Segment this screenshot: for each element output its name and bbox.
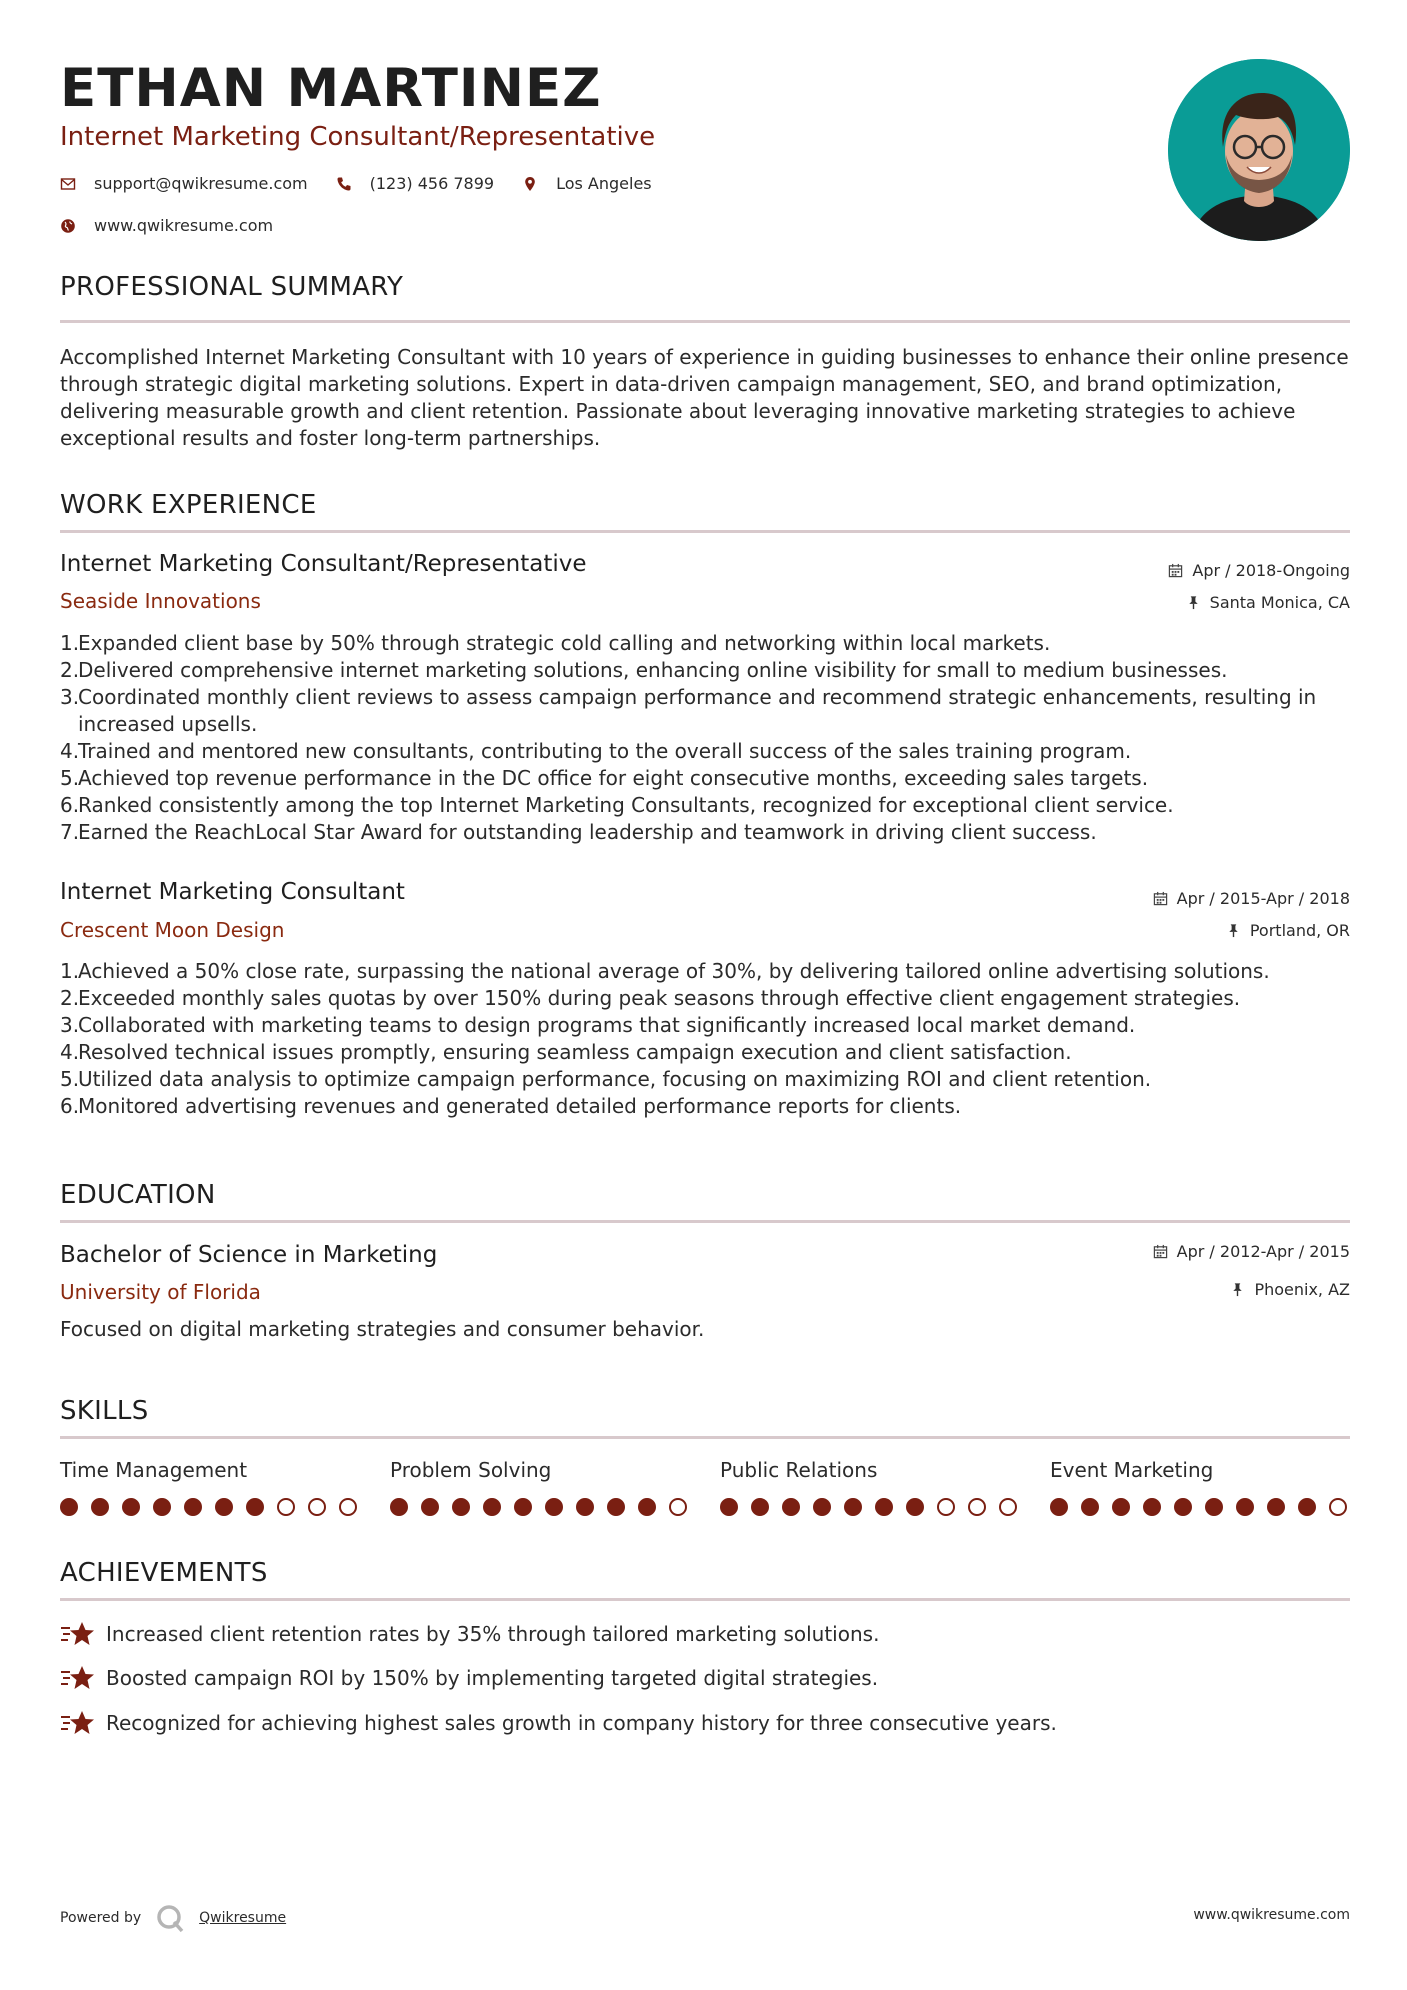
job-1-company: Seaside Innovations xyxy=(60,589,261,613)
job-1-location xyxy=(1186,593,1350,612)
list-item: 5. Utilized data analysis to optimize campaign performance, focusing on maximizing ROI and client retention. xyxy=(60,1066,1355,1093)
rating-dot-filled xyxy=(215,1498,233,1516)
rating-dot-filled xyxy=(1267,1498,1285,1516)
rating-dot-filled xyxy=(1205,1498,1223,1516)
job-2-title: Internet Marketing Consultant xyxy=(60,879,405,905)
list-item: 4. Resolved technical issues promptly, ensuring seamless campaign execution and client satisfaction. xyxy=(60,1039,1355,1066)
candidate-role: Internet Marketing Consultant/Representative xyxy=(60,122,656,152)
skill-rating xyxy=(390,1498,690,1518)
rating-dot-filled xyxy=(514,1498,532,1516)
rating-dot-empty xyxy=(1329,1498,1347,1516)
rating-dot-empty xyxy=(339,1498,357,1516)
map-pin-icon xyxy=(522,176,538,192)
rating-dot-filled xyxy=(60,1498,78,1516)
footer-url[interactable]: www.qwikresume.com xyxy=(1193,1907,1350,1923)
achievements-divider xyxy=(60,1598,1350,1601)
list-item: 3. Coordinated monthly client reviews to assess campaign performance and recommend strategic enhancements, resulting in increased upsells. xyxy=(60,684,1355,738)
rating-dot-filled xyxy=(906,1498,924,1516)
job-1-dates xyxy=(1168,561,1350,580)
achievements-heading: ACHIEVEMENTS xyxy=(60,1558,268,1588)
school-name: University of Florida xyxy=(60,1280,261,1304)
skill-public-relations xyxy=(720,1458,1020,1482)
bullet-text: Monitored advertising revenues and generated detailed performance reports for clients. xyxy=(78,1094,962,1118)
skill-name: Problem Solving xyxy=(390,1458,552,1482)
rating-dot-filled xyxy=(782,1498,800,1516)
job-2-location xyxy=(1226,921,1350,940)
rating-dot-filled xyxy=(875,1498,893,1516)
globe-icon xyxy=(60,218,76,234)
rating-dot-filled xyxy=(1143,1498,1161,1516)
experience-heading: WORK EXPERIENCE xyxy=(60,490,317,520)
list-item: 5. Achieved top revenue performance in the DC office for eight consecutive months, exceeding sales targets. xyxy=(60,765,1355,792)
skill-problem-solving xyxy=(390,1458,690,1482)
shooting-star-icon xyxy=(60,1709,94,1737)
rating-dot-filled xyxy=(122,1498,140,1516)
shooting-star-icon xyxy=(60,1664,94,1692)
bullet-text: Achieved a 50% close rate, surpassing the national average of 30%, by delivering tailored online advertising solutions. xyxy=(78,959,1270,983)
job-2-dates-text: Apr / 2015-Apr / 2018 xyxy=(1176,889,1350,908)
bullet-text: Delivered comprehensive internet marketing solutions, enhancing online visibility for small to medium businesses. xyxy=(78,658,1228,682)
achievement-text: Increased client retention rates by 35% through tailored marketing solutions. xyxy=(106,1622,880,1646)
list-item: 2. Exceeded monthly sales quotas by over 150% during peak seasons through effective client engagement strategies. xyxy=(60,985,1355,1012)
phone-text: (123) 456 7899 xyxy=(369,174,495,193)
envelope-icon xyxy=(60,176,76,192)
bullet-text: Resolved technical issues promptly, ensuring seamless campaign execution and client satisfaction. xyxy=(78,1040,1072,1064)
job-2-dates xyxy=(1153,889,1350,908)
rating-dot-filled xyxy=(452,1498,470,1516)
rating-dot-filled xyxy=(607,1498,625,1516)
calendar-icon xyxy=(1168,563,1183,578)
footer-powered-by xyxy=(60,1903,286,1933)
achievement-text: Boosted campaign ROI by 150% by implementing targeted digital strategies. xyxy=(106,1666,879,1690)
summary-heading: PROFESSIONAL SUMMARY xyxy=(60,272,404,302)
experience-divider xyxy=(60,530,1350,533)
list-item: 7. Earned the ReachLocal Star Award for outstanding leadership and teamwork in driving client success. xyxy=(60,819,1355,846)
phone-icon xyxy=(336,176,352,192)
achievement-item xyxy=(60,1709,1057,1737)
bullet-text: Coordinated monthly client reviews to assess campaign performance and recommend strategic enhancements, resulting in increased upsells. xyxy=(78,685,1317,736)
rating-dot-filled xyxy=(545,1498,563,1516)
skills-heading: SKILLS xyxy=(60,1396,149,1426)
education-dates-text: Apr / 2012-Apr / 2015 xyxy=(1176,1242,1350,1261)
bullet-text: Trained and mentored new consultants, contributing to the overall success of the sales training program. xyxy=(78,739,1132,763)
rating-dot-empty xyxy=(999,1498,1017,1516)
skill-rating xyxy=(1050,1498,1350,1518)
location-text: Los Angeles xyxy=(556,174,652,193)
job-1-title: Internet Marketing Consultant/Representative xyxy=(60,551,587,577)
list-item: 6. Monitored advertising revenues and generated detailed performance reports for clients. xyxy=(60,1093,1355,1120)
rating-dot-empty xyxy=(669,1498,687,1516)
person-portrait-icon xyxy=(1168,59,1350,241)
contact-row xyxy=(60,174,680,193)
bullet-text: Achieved top revenue performance in the DC office for eight consecutive months, exceeding sales targets. xyxy=(78,766,1149,790)
job-1-dates-text: Apr / 2018-Ongoing xyxy=(1192,561,1350,580)
achievement-item xyxy=(60,1620,879,1648)
pushpin-icon xyxy=(1186,595,1201,610)
skill-name: Event Marketing xyxy=(1050,1458,1214,1482)
education-divider xyxy=(60,1220,1350,1223)
rating-dot-filled xyxy=(751,1498,769,1516)
rating-dot-filled xyxy=(844,1498,862,1516)
skill-name: Time Management xyxy=(60,1458,248,1482)
rating-dot-filled xyxy=(246,1498,264,1516)
rating-dot-filled xyxy=(1236,1498,1254,1516)
rating-dot-filled xyxy=(813,1498,831,1516)
bullet-text: Earned the ReachLocal Star Award for outstanding leadership and teamwork in driving client success. xyxy=(78,820,1097,844)
degree-title: Bachelor of Science in Marketing xyxy=(60,1242,438,1268)
skill-event-marketing xyxy=(1050,1458,1350,1482)
skill-name: Public Relations xyxy=(720,1458,878,1482)
bullet-text: Utilized data analysis to optimize campaign performance, focusing on maximizing ROI and client retention. xyxy=(78,1067,1152,1091)
bullet-text: Ranked consistently among the top Internet Marketing Consultants, recognized for exceptional client service. xyxy=(78,793,1174,817)
list-item: 4. Trained and mentored new consultants, contributing to the overall success of the sales training program. xyxy=(60,738,1355,765)
rating-dot-filled xyxy=(1081,1498,1099,1516)
job-1-bullets xyxy=(60,630,1355,846)
rating-dot-filled xyxy=(184,1498,202,1516)
achievement-text: Recognized for achieving highest sales growth in company history for three consecutive years. xyxy=(106,1711,1057,1735)
location-item xyxy=(522,174,652,193)
list-item: 2. Delivered comprehensive internet marketing solutions, enhancing online visibility for small to medium businesses. xyxy=(60,657,1355,684)
rating-dot-filled xyxy=(390,1498,408,1516)
job-2-company: Crescent Moon Design xyxy=(60,918,285,942)
shooting-star-icon xyxy=(60,1620,94,1648)
bullet-text: Expanded client base by 50% through strategic cold calling and networking within local markets. xyxy=(78,631,1051,655)
education-description: Focused on digital marketing strategies and consumer behavior. xyxy=(60,1317,705,1341)
rating-dot-empty xyxy=(308,1498,326,1516)
skill-rating xyxy=(720,1498,1020,1518)
pushpin-icon xyxy=(1226,923,1241,938)
job-2-bullets xyxy=(60,958,1355,1120)
calendar-icon xyxy=(1153,891,1168,906)
candidate-name: ETHAN MARTINEZ xyxy=(60,58,602,119)
summary-divider xyxy=(60,320,1350,323)
pushpin-icon xyxy=(1230,1282,1245,1297)
bullet-text: Exceeded monthly sales quotas by over 150% during peak seasons through effective client engagement strategies. xyxy=(78,986,1241,1010)
education-location xyxy=(1230,1280,1350,1299)
achievement-item xyxy=(60,1664,878,1692)
education-dates xyxy=(1153,1242,1350,1261)
powered-by-label: Powered by xyxy=(60,1910,142,1926)
rating-dot-filled xyxy=(1050,1498,1068,1516)
list-item: 1. Expanded client base by 50% through strategic cold calling and networking within local markets. xyxy=(60,630,1355,657)
website-item[interactable] xyxy=(60,216,273,235)
rating-dot-filled xyxy=(1298,1498,1316,1516)
rating-dot-filled xyxy=(638,1498,656,1516)
profile-photo xyxy=(1168,59,1350,241)
summary-text: Accomplished Internet Marketing Consultant with 10 years of experience in guiding businesses to enhance their online presence through strategic digital marketing solutions. Expert in data-driven campaign management, SEO, and brand optimization, delivering measurable growth and client retention. Passionate about leveraging innovative marketing strategies to achieve exceptional results and foster long-term partnerships. xyxy=(60,345,1349,450)
rating-dot-filled xyxy=(576,1498,594,1516)
qwikresume-logo-icon xyxy=(155,1903,185,1933)
brand-link[interactable]: Qwikresume xyxy=(199,1910,287,1926)
rating-dot-filled xyxy=(720,1498,738,1516)
rating-dot-empty xyxy=(968,1498,986,1516)
job-2-location-text: Portland, OR xyxy=(1249,921,1350,940)
education-location-text: Phoenix, AZ xyxy=(1254,1280,1350,1299)
skill-rating xyxy=(60,1498,360,1518)
rating-dot-empty xyxy=(277,1498,295,1516)
email-item[interactable] xyxy=(60,174,308,193)
skill-time-management xyxy=(60,1458,360,1482)
rating-dot-filled xyxy=(421,1498,439,1516)
job-1-location-text: Santa Monica, CA xyxy=(1209,593,1350,612)
rating-dot-empty xyxy=(937,1498,955,1516)
website-row xyxy=(60,216,301,235)
rating-dot-filled xyxy=(91,1498,109,1516)
education-heading: EDUCATION xyxy=(60,1180,216,1210)
calendar-icon xyxy=(1153,1244,1168,1259)
skills-divider xyxy=(60,1436,1350,1439)
rating-dot-filled xyxy=(1112,1498,1130,1516)
list-item: 1. Achieved a 50% close rate, surpassing the national average of 30%, by delivering tailored online advertising solutions. xyxy=(60,958,1355,985)
website-text: www.qwikresume.com xyxy=(94,216,274,235)
email-text: support@qwikresume.com xyxy=(94,174,308,193)
phone-item[interactable] xyxy=(336,174,494,193)
rating-dot-filled xyxy=(1174,1498,1192,1516)
rating-dot-filled xyxy=(153,1498,171,1516)
bullet-text: Collaborated with marketing teams to design programs that significantly increased local market demand. xyxy=(78,1013,1136,1037)
list-item: 6. Ranked consistently among the top Internet Marketing Consultants, recognized for exceptional client service. xyxy=(60,792,1355,819)
rating-dot-filled xyxy=(483,1498,501,1516)
list-item: 3. Collaborated with marketing teams to design programs that significantly increased local market demand. xyxy=(60,1012,1355,1039)
